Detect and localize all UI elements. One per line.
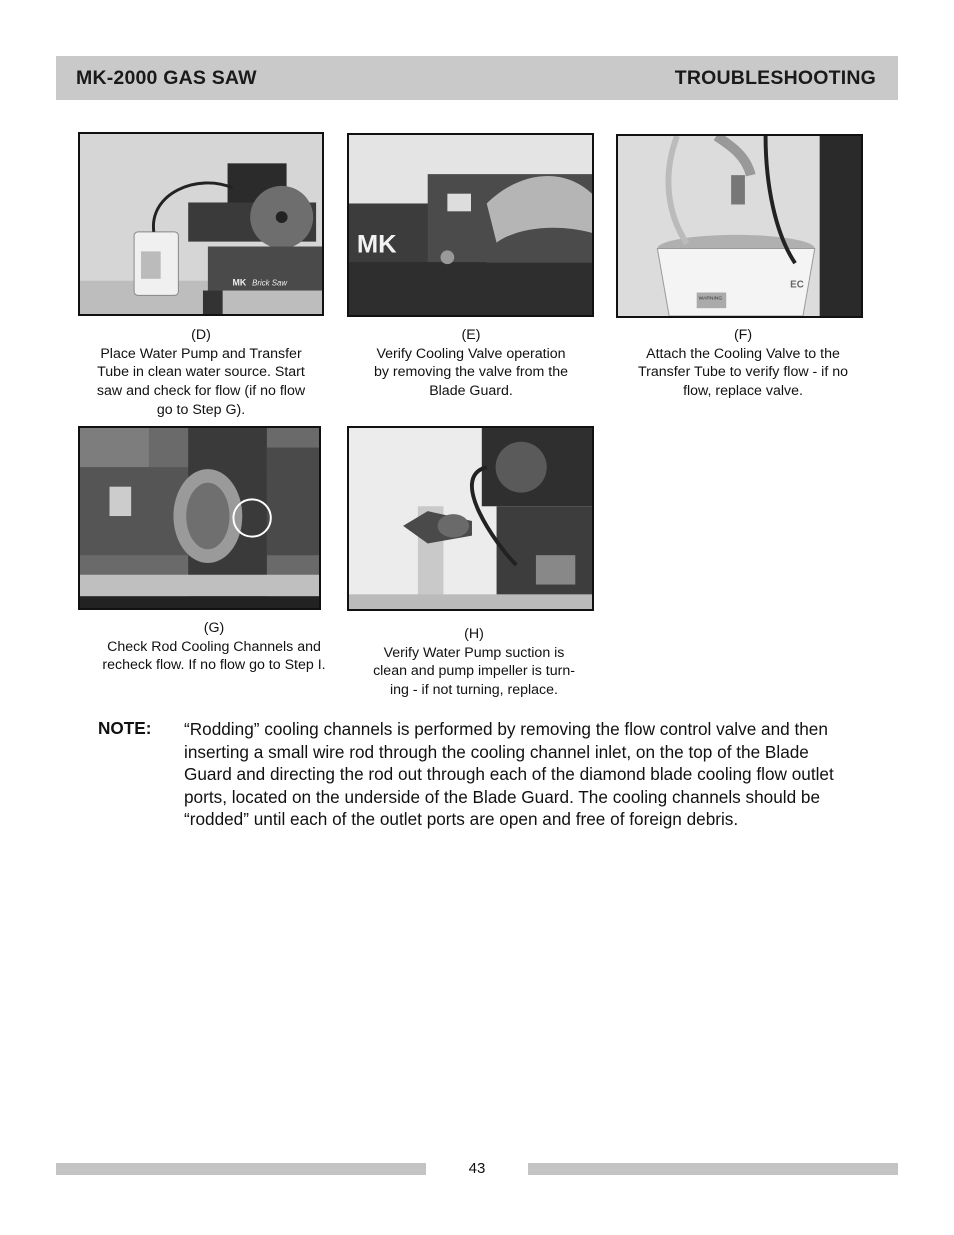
section-title: TROUBLESHOOTING [674, 66, 876, 89]
note-line: ports, located on the underside of the Blade Guard. The cooling channels should be [184, 786, 821, 807]
caption-d-line: Tube in clean water source. Start [97, 364, 305, 381]
footer-bar-right [528, 1163, 898, 1175]
caption-f-line: Transfer Tube to verify flow - if no [638, 364, 848, 381]
page-header [56, 56, 898, 100]
caption-d-line: go to Step G). [156, 401, 246, 418]
caption-e-label: (E) [461, 327, 481, 343]
caption-h-line: Verify Water Pump suction is [383, 644, 565, 661]
caption-h-line: ing - if not turning, replace. [390, 682, 558, 699]
caption-h [342, 625, 606, 700]
caption-f-label: (F) [733, 327, 753, 343]
note-body [184, 718, 904, 831]
caption-g-label: (G) [203, 620, 225, 636]
page-number: 43 [468, 1160, 486, 1177]
caption-e-line: Blade Guard. [429, 383, 513, 400]
footer-bar-left [56, 1163, 426, 1175]
note-line: Guard and directing the rod out through each of the diamond blade cooling flow outlet [184, 764, 834, 785]
product-title: MK-2000 GAS SAW [76, 66, 257, 89]
caption-g [74, 619, 354, 675]
photo-f-warning: WARNING [698, 296, 723, 302]
photo-d-model: Brick Saw [252, 278, 288, 288]
caption-d-line: saw and check for flow (if no flow [96, 383, 306, 400]
note-line: “rodded” until each of the outlet ports are open and free of foreign debris. [184, 809, 739, 830]
caption-f [610, 326, 876, 401]
photo-d-brand: MK [232, 277, 247, 288]
photo-e-brand: MK [356, 230, 397, 259]
note-line: “Rodding” cooling channels is performed by removing the flow control valve and then [184, 719, 828, 739]
caption-h-label: (H) [464, 626, 484, 642]
caption-e-line: Verify Cooling Valve operation [376, 345, 566, 362]
note-line: inserting a small wire rod through the cooling channel inlet, on the top of the Blade [184, 741, 809, 762]
photo-d [78, 132, 324, 316]
caption-f-line: flow, replace valve. [683, 383, 803, 400]
caption-h-line: clean and pump impeller is turn- [373, 663, 575, 680]
caption-e-line: by removing the valve from the [374, 364, 568, 381]
caption-e [340, 326, 602, 401]
caption-d-label: (D) [191, 327, 211, 343]
caption-d-line: Place Water Pump and Transfer [100, 345, 302, 362]
photo-h [347, 426, 594, 611]
photo-g [78, 426, 321, 610]
caption-g-line: recheck flow. If no flow go to Step I. [102, 657, 326, 674]
caption-d [62, 326, 340, 420]
caption-g-line: Check Rod Cooling Channels and [107, 638, 321, 655]
note-label: NOTE: [98, 718, 152, 738]
photo-e [347, 133, 594, 317]
caption-f-line: Attach the Cooling Valve to the [646, 345, 840, 362]
photo-f [616, 134, 863, 318]
photo-f-brand: EC [790, 279, 804, 291]
